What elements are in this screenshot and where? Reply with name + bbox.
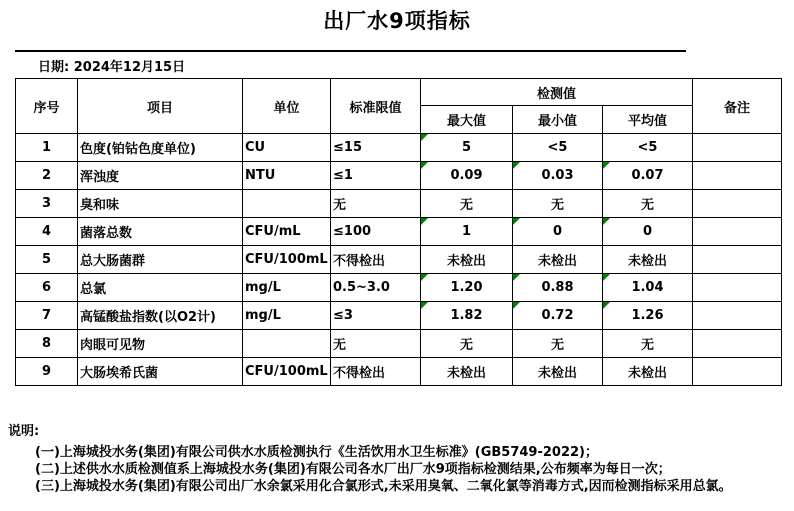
- cell-unit: mg/L: [243, 302, 331, 330]
- cell-limit: ≤1: [331, 162, 421, 190]
- cell-min: 0: [513, 218, 603, 246]
- cell-no: 6: [16, 274, 78, 302]
- cell-min: 未检出: [513, 246, 603, 274]
- cell-avg: <5: [603, 134, 693, 162]
- cell-unit: mg/L: [243, 274, 331, 302]
- table-row: [16, 274, 782, 302]
- cell-max: 1.82: [421, 302, 513, 330]
- col-header-no: 序号: [16, 79, 78, 134]
- table-row: [16, 218, 782, 246]
- cell-unit: [243, 190, 331, 218]
- table-row: [16, 134, 782, 162]
- cell-avg: 未检出: [603, 358, 693, 386]
- notes-label: 说明:: [8, 424, 40, 439]
- table-row: [16, 302, 782, 330]
- col-header-remark: 备注: [693, 79, 782, 134]
- cell-remark: [693, 218, 782, 246]
- cell-max: 5: [421, 134, 513, 162]
- cell-avg: 无: [603, 330, 693, 358]
- table-row: [16, 190, 782, 218]
- cell-remark: [693, 246, 782, 274]
- cell-min: 0.88: [513, 274, 603, 302]
- cell-avg: 未检出: [603, 246, 693, 274]
- cell-limit: 无: [331, 330, 421, 358]
- cell-no: 1: [16, 134, 78, 162]
- cell-item: 浑浊度: [78, 162, 243, 190]
- cell-limit: 无: [331, 190, 421, 218]
- cell-avg: 无: [603, 190, 693, 218]
- note-item: (一)上海城投水务(集团)有限公司供水水质检测执行《生活饮用水卫生标准》(GB5749-2022)；: [35, 445, 598, 460]
- cell-no: 5: [16, 246, 78, 274]
- cell-item: 臭和味: [78, 190, 243, 218]
- cell-no: 7: [16, 302, 78, 330]
- cell-min: 0.72: [513, 302, 603, 330]
- cell-max: 未检出: [421, 358, 513, 386]
- cell-avg: 1.04: [603, 274, 693, 302]
- date-top-rule: [15, 50, 686, 52]
- cell-max: 未检出: [421, 246, 513, 274]
- cell-no: 8: [16, 330, 78, 358]
- cell-min: 0.03: [513, 162, 603, 190]
- cell-limit: 不得检出: [331, 358, 421, 386]
- cell-limit: ≤100: [331, 218, 421, 246]
- cell-limit: ≤3: [331, 302, 421, 330]
- cell-item: 肉眼可见物: [78, 330, 243, 358]
- cell-unit: [243, 330, 331, 358]
- col-header-unit: 单位: [243, 79, 331, 134]
- page-title: 出厂水9项指标: [323, 9, 471, 33]
- cell-unit: NTU: [243, 162, 331, 190]
- cell-unit: CFU/mL: [243, 218, 331, 246]
- cell-avg: 0: [603, 218, 693, 246]
- cell-remark: [693, 274, 782, 302]
- cell-no: 4: [16, 218, 78, 246]
- col-header-limit: 标准限值: [331, 79, 421, 134]
- cell-unit: CU: [243, 134, 331, 162]
- cell-max: 无: [421, 190, 513, 218]
- cell-item: 总大肠菌群: [78, 246, 243, 274]
- cell-no: 2: [16, 162, 78, 190]
- cell-no: 3: [16, 190, 78, 218]
- notes-section: [35, 444, 785, 495]
- cell-avg: 0.07: [603, 162, 693, 190]
- cell-min: <5: [513, 134, 603, 162]
- col-header-avg: 平均值: [603, 106, 693, 134]
- col-header-max: 最大值: [421, 106, 513, 134]
- cell-limit: 不得检出: [331, 246, 421, 274]
- cell-remark: [693, 330, 782, 358]
- table-row: [16, 358, 782, 386]
- note-item: (二)上述供水水质检测值系上海城投水务(集团)有限公司各水厂出厂水9项指标检测结果,公布频率为每日一次；: [35, 462, 671, 477]
- cell-unit: CFU/100mL: [243, 246, 331, 274]
- cell-remark: [693, 358, 782, 386]
- cell-max: 1: [421, 218, 513, 246]
- cell-max: 0.09: [421, 162, 513, 190]
- cell-remark: [693, 302, 782, 330]
- table-row: [16, 162, 782, 190]
- cell-remark: [693, 190, 782, 218]
- cell-item: 菌落总数: [78, 218, 243, 246]
- cell-remark: [693, 162, 782, 190]
- header-row-1: [16, 79, 782, 106]
- cell-limit: 0.5~3.0: [331, 274, 421, 302]
- cell-item: 色度(铂钴色度单位): [78, 134, 243, 162]
- cell-min: 无: [513, 330, 603, 358]
- cell-max: 无: [421, 330, 513, 358]
- cell-unit: CFU/100mL: [243, 358, 331, 386]
- cell-item: 总氯: [78, 274, 243, 302]
- cell-remark: [693, 134, 782, 162]
- report-date: 日期: 2024年12月15日: [38, 60, 186, 75]
- note-item: (三)上海城投水务(集团)有限公司出厂水余氯采用化合氯形式,未采用臭氧、二氧化氯等消毒方式,因而检测指标采用总氯。: [35, 479, 732, 494]
- cell-avg: 1.26: [603, 302, 693, 330]
- cell-item: 大肠埃希氏菌: [78, 358, 243, 386]
- col-header-detection: 检测值: [421, 79, 693, 106]
- col-header-item: 项目: [78, 79, 243, 134]
- indicators-table: [15, 78, 782, 386]
- table-row: [16, 330, 782, 358]
- cell-min: 无: [513, 190, 603, 218]
- cell-item: 高锰酸盐指数(以O2计): [78, 302, 243, 330]
- cell-min: 未检出: [513, 358, 603, 386]
- col-header-min: 最小值: [513, 106, 603, 134]
- cell-max: 1.20: [421, 274, 513, 302]
- cell-limit: ≤15: [331, 134, 421, 162]
- cell-no: 9: [16, 358, 78, 386]
- table-row: [16, 246, 782, 274]
